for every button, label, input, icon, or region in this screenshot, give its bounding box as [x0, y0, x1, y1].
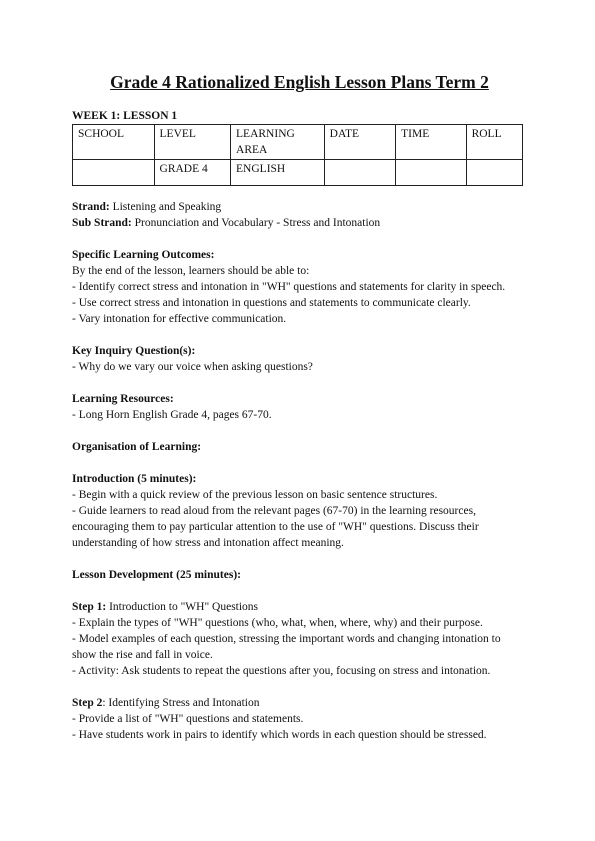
inquiry-section	[72, 343, 527, 375]
introduction-section	[72, 471, 527, 551]
cell-learning-area: ENGLISH	[231, 160, 325, 186]
table-row	[73, 160, 523, 186]
outcomes-heading: Specific Learning Outcomes:	[72, 249, 215, 261]
step1-title: Introduction to "WH" Questions	[106, 601, 259, 613]
inquiry-heading: Key Inquiry Question(s):	[72, 345, 196, 357]
strand-line	[72, 199, 527, 215]
list-item: - Guide learners to read aloud from the relevant pages (67-70) in the learning resources, encouraging them to pay particular attention to the use of "WH" questions. Discuss their understanding of how stress and intonation affect meaning.	[72, 505, 479, 549]
sub-strand-line	[72, 215, 527, 231]
sub-strand-label: Sub Strand:	[72, 217, 132, 229]
resources-section	[72, 391, 527, 423]
header-level: LEVEL	[154, 125, 231, 160]
lesson-body	[72, 199, 527, 759]
cell-level: GRADE 4	[154, 160, 231, 186]
header-date: DATE	[324, 125, 395, 160]
header-roll: ROLL	[466, 125, 522, 160]
list-item: - Activity: Ask students to repeat the questions after you, focusing on stress and intonation.	[72, 665, 491, 677]
list-item: - Identify correct stress and intonation in "WH" questions and statements for clarity in speech.	[72, 281, 506, 293]
resources-heading: Learning Resources:	[72, 393, 174, 405]
strand-label: Strand:	[72, 201, 110, 213]
cell-roll	[466, 160, 522, 186]
cell-date	[324, 160, 395, 186]
strand-section	[72, 199, 527, 231]
lesson-info-table	[72, 124, 523, 186]
list-item: - Why do we vary our voice when asking questions?	[72, 361, 313, 373]
outcomes-intro: By the end of the lesson, learners should be able to:	[72, 265, 310, 277]
list-item: - Provide a list of "WH" questions and statements.	[72, 713, 304, 725]
step2-section	[72, 695, 527, 743]
organisation-heading: Organisation of Learning:	[72, 441, 202, 453]
development-section	[72, 567, 527, 583]
list-item: - Explain the types of "WH" questions (who, what, when, where, why) and their purpose.	[72, 617, 483, 629]
step2-title: : Identifying Stress and Intonation	[102, 697, 260, 709]
step2-heading	[72, 695, 527, 711]
header-learning-area: LEARNING AREA	[231, 125, 325, 160]
step1-section	[72, 599, 527, 679]
step1-heading	[72, 599, 527, 615]
list-item: - Model examples of each question, stressing the important words and changing intonation to show the rise and fall in voice.	[72, 633, 501, 661]
strand-value: Listening and Speaking	[109, 201, 222, 213]
list-item: - Long Horn English Grade 4, pages 67-70.	[72, 409, 272, 421]
step2-label: Step 2	[72, 697, 103, 709]
step1-label: Step 1:	[72, 601, 107, 613]
header-time: TIME	[396, 125, 466, 160]
introduction-heading: Introduction (5 minutes):	[72, 473, 197, 485]
organisation-section	[72, 439, 527, 455]
list-item: - Begin with a quick review of the previous lesson on basic sentence structures.	[72, 489, 438, 501]
list-item: - Vary intonation for effective communication.	[72, 313, 287, 325]
list-item: - Have students work in pairs to identify which words in each question should be stressed.	[72, 729, 487, 741]
cell-school	[73, 160, 155, 186]
table-header-row	[73, 125, 523, 160]
sub-strand-value: Pronunciation and Vocabulary - Stress and Intonation	[131, 217, 381, 229]
page-title: Grade 4 Rationalized English Lesson Plans Term 2	[110, 72, 489, 92]
header-school: SCHOOL	[73, 125, 155, 160]
development-heading: Lesson Development (25 minutes):	[72, 569, 241, 581]
cell-time	[396, 160, 466, 186]
outcomes-section	[72, 247, 527, 327]
list-item: - Use correct stress and intonation in questions and statements to communicate clearly.	[72, 297, 471, 309]
week-label: WEEK 1: LESSON 1	[72, 110, 178, 122]
